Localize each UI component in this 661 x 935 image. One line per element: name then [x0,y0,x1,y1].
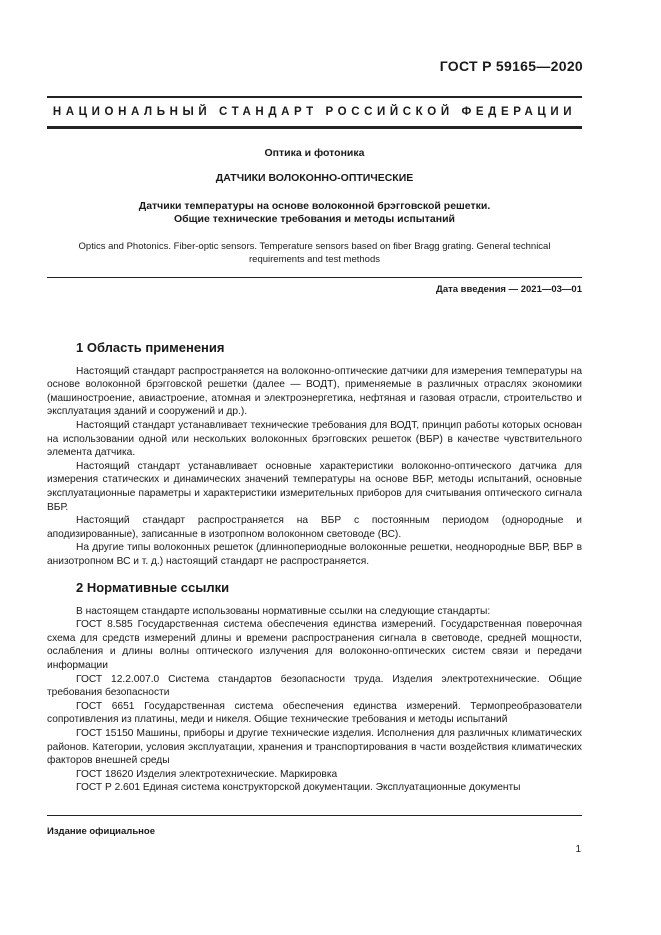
footer-rule [47,815,582,816]
reference-item: ГОСТ 12.2.007.0 Система стандартов безопасности труда. Изделия электротехнические. Общие требования безопасности [47,673,582,699]
section-scope [47,341,582,569]
paragraph: Настоящий стандарт устанавливает основные характеристики волоконно-оптического датчика для измерения статических и динамических значений температуры на основе ВБР, методы испытаний, основные эксплуатационные параметры и характеристики измерительных приборов для считывания оптического сигнала ВБР. [47,460,582,513]
paragraph: В настоящем стандарте использованы нормативные ссылки на следующие стандарты: [76,605,491,617]
standard-number: ГОСТ Р 59165—2020 [439,58,583,74]
paragraph: На другие типы волоконных решеток (длиннопериодные волоконные решетки, неоднородные ВБР, ВБР в анизотропном ВС и т. д.) настоящий стандарт не распространяется. [47,542,582,567]
section-normative-references [47,581,582,795]
document-field: Оптика и фотоника [264,147,365,159]
paragraph: Настоящий стандарт распространяется на волоконно-оптические датчики для измерения температуры на основе волоконной брэгговской решетки (далее — ВОДТ), применяемые в различных отраслях экономики (машиностроение, авиастроение, атомная и электроэнергетика, нефтяная и газовая отрасли, строительство и эксплуатация зданий и сооружений и др.). [47,365,582,418]
reference-item: ГОСТ 15150 Машины, приборы и другие технические изделия. Исполнения для различных климатических районов. Категории, условия эксплуатации, хранения и транспортирования в части воздействия климатических факторов внешней среды [47,727,582,767]
introduction-date: Дата введения — 2021—03—01 [436,284,582,295]
english-title [47,240,582,266]
english-title-line-2: requirements and test methods [249,254,380,265]
section-heading: 1 Область применения [76,340,225,355]
reference-item: ГОСТ 18620 Изделия электротехнические. Маркировка [76,768,338,780]
date-rule [47,277,582,278]
subtitle-line-1: Датчики температуры на основе волоконной брэгговской решетки. [138,200,491,212]
document-title: ДАТЧИКИ ВОЛОКОННО-ОПТИЧЕСКИЕ [215,172,414,184]
section-heading: 2 Нормативные ссылки [76,580,230,595]
edition-label: Издание официальное [47,826,155,837]
national-standard-heading: НАЦИОНАЛЬНЫЙ СТАНДАРТ РОССИЙСКОЙ ФЕДЕРАЦИИ [52,106,577,118]
reference-item: ГОСТ 8.585 Государственная система обеспечения единства измерений. Государственная поверочная схема для средств измерений длины и времени распространения сигнала в световоде, средней мощности, ослабления и длины волны оптического излучения для волоконно-оптических систем связи и передачи информации [47,619,582,671]
page-number: 1 [575,844,581,855]
top-rule [47,96,582,98]
reference-item: ГОСТ 6651 Государственная система обеспечения единства измерений. Термопреобразователи сопротивления из платины, меди и никеля. Общие технические требования и методы испытаний [47,700,582,726]
reference-item: ГОСТ Р 2.601 Единая система конструкторской документации. Эксплуатационные документы [76,782,521,794]
heading-rule [47,126,582,129]
paragraph: Настоящий стандарт устанавливает технические требования для ВОДТ, принцип работы которых основан на использовании одной или нескольких волоконных брэгговских решеток (ВБР) в качестве чувствительного элемента датчика. [47,419,582,459]
document-subtitle [47,200,582,226]
subtitle-line-2: Общие технические требования и методы испытаний [174,213,455,225]
paragraph: Настоящий стандарт распространяется на ВБР с постоянным периодом (однородные и аподизированные), записанные в изотропном волоконном световоде (ВС). [47,515,582,540]
english-title-line-1: Optics and Photonics. Fiber-optic sensors. Temperature sensors based on fiber Bragg grating. General technical [78,241,551,252]
